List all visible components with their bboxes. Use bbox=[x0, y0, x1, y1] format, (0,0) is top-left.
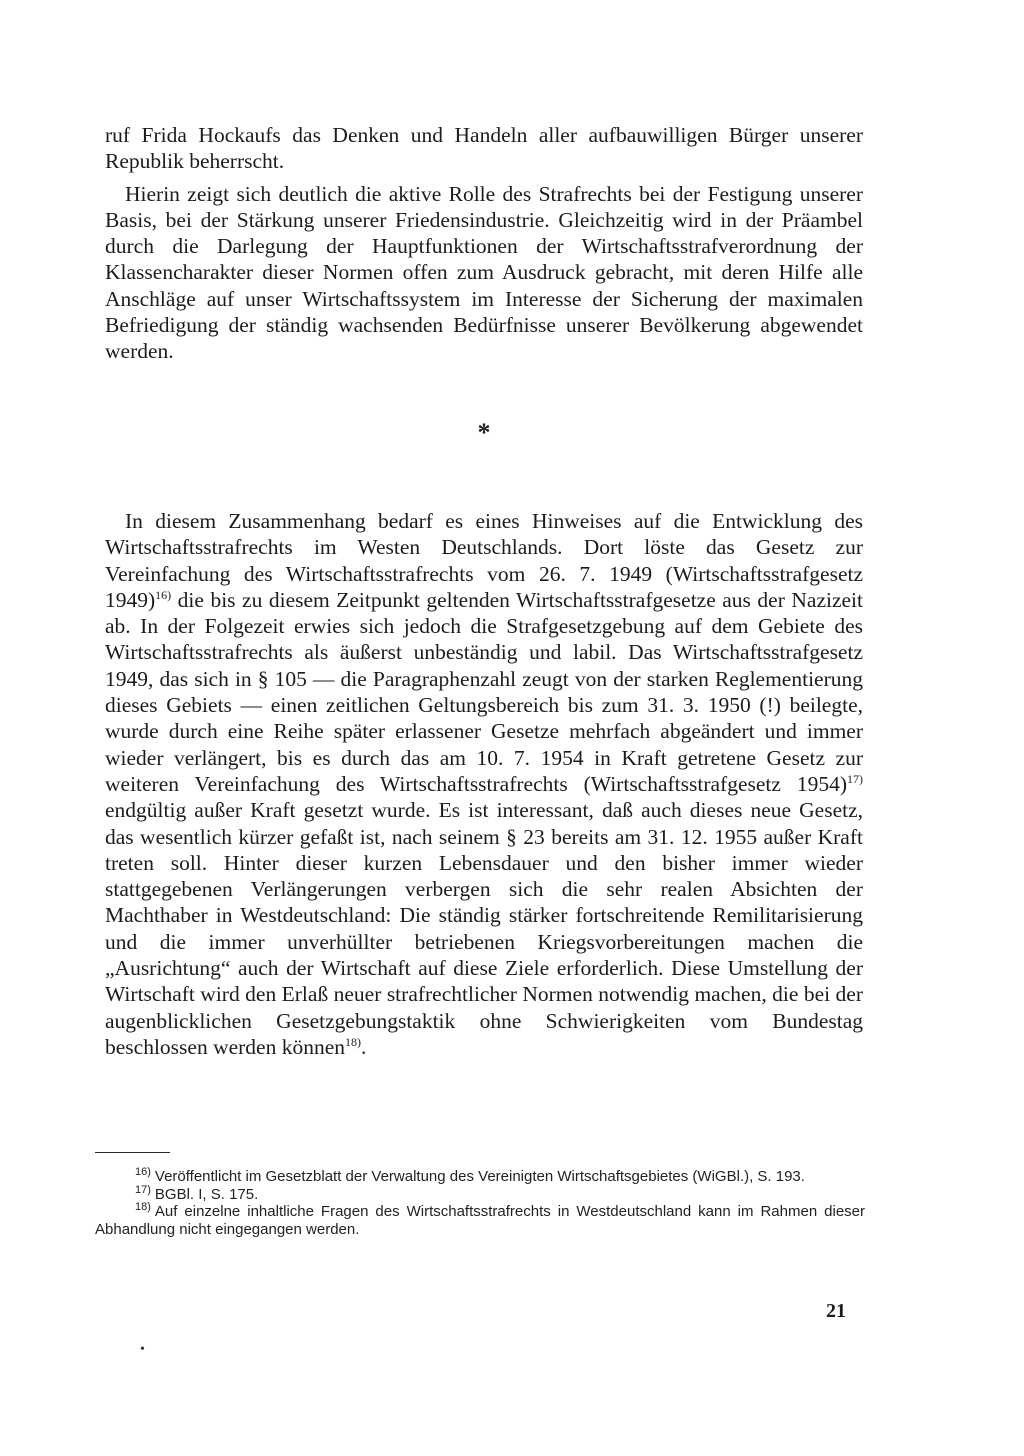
footnote-16-text: Veröffentlicht im Gesetzblatt der Verwaltung des Vereinigten Wirtschaftsgebietes (WiGBl.), S. 193. bbox=[154, 1168, 805, 1185]
footnote-ref-16: 16) bbox=[155, 587, 172, 602]
footnote-ref-18: 18) bbox=[345, 1034, 362, 1049]
footnote-17: 17) BGBl. I, S. 175. bbox=[135, 1183, 259, 1203]
paragraph-2: Hierin zeigt sich deutlich die aktive Rolle des Strafrechts bei der Festigung unserer Basis, bei der Stärkung unserer Friedensindustrie. Gleichzeitig wird in der Präambel durch die Darlegung der Hauptfunktionen der Wirtschaftsstrafverordnung der Klassencharakter dieser Normen offen zum Ausdruck gebracht, mit deren Hilfe alle Anschläge auf unser Wirtschaftssystem im Interesse der Sicherung der maximalen Befriedigung der ständig wachsenden Bedürfnisse unserer Bevölkerung abgewendet werden. bbox=[105, 181, 863, 364]
footnote-18: 18) Auf einzelne inhaltliche Fragen des Wirtschaftsstrafrechts in Westdeutschland kann im Rahmen dieser Abhandlung nicht eingegangen werden. bbox=[95, 1201, 865, 1238]
paragraph-1: ruf Frida Hockaufs das Denken und Handeln aller aufbauwilligen Bürger unserer Republik beherrscht. bbox=[105, 123, 863, 174]
paragraph-3-part-4: . bbox=[361, 1034, 367, 1059]
page-number: 21 bbox=[826, 1300, 846, 1322]
footnote-16: 16) Veröffentlicht im Gesetzblatt der Verwaltung des Vereinigten Wirtschaftsgebietes (WiGBl.), S. 193. bbox=[135, 1166, 805, 1185]
paragraph-3-part-2: die bis zu diesem Zeitpunkt geltenden Wirtschaftsstrafgesetze aus der Nazizeit ab. In der Folgezeit erwies sich jedoch die Strafgesetzgebung auf dem Gebiete des Wirtschaftsstrafrechts als äußerst unbeständig und labil. Das Wirtschaftsstrafgesetz 1949, das sich in § 105 — die Paragraphenzahl zeugt von der starken Reglementierung dieses Gebiets — einen zeitlichen Geltungsbereich bis zum 31. 3. 1950 (!) beilegte, wurde durch eine Reihe später erlassener Gesetze mehrfach abgeändert und immer wieder verlängert, bis es durch das am 10. 7. 1954 in Kraft getretene Gesetz zur weiteren Vereinfachung des Wirtschaftsstrafrechts (Wirtschaftsstrafgesetz 1954) bbox=[105, 587, 863, 796]
page-body bbox=[105, 122, 863, 1059]
footnotes bbox=[95, 1168, 865, 1238]
stray-mark: • bbox=[140, 1342, 145, 1357]
footnote-18-text: Auf einzelne inhaltliche Fragen des Wirtschaftsstrafrechts in Westdeutschland kann im Rahmen dieser Abhandlung nicht eingegangen werden. bbox=[95, 1203, 865, 1238]
paragraph-3-part-1: In diesem Zusammenhang bedarf es eines Hinweises auf die Entwicklung des Wirtschaftsstrafrechts im Westen Deutschlands. Dort löste das Gesetz zur Vereinfachung des Wirtschaftsstrafrechts vom 26. 7. 1949 (Wirtschaftsstrafgesetz 1949) bbox=[105, 509, 863, 612]
footnote-17-text: BGBl. I, S. 175. bbox=[154, 1185, 259, 1203]
paragraph-3-part-3: endgültig außer Kraft gesetzt wurde. Es ist interessant, daß auch dieses neue Gesetz, das wesentlich kürzer gefaßt ist, nach seinem § 23 bereits am 31. 12. 1955 außer Kraft treten soll. Hinter dieser kurzen Lebensdauer und den bisher immer wieder stattgegebenen Verlängerungen verbergen sich die sehr realen Absichten der Machthaber in Westdeutschland: Die ständig stärker fortschreitende Remilitarisierung und die immer unverhüllter betriebenen Kriegsvorbereitungen machen die „Ausrichtung“ auch der Wirtschaft auf diese Ziele erforderlich. Diese Umstellung der Wirtschaft wird den Erlaß neuer strafrechtlicher Normen notwendig machen, die bei der augenblicklichen Gesetzgebungstaktik ohne Schwierigkeiten vom Bundestag beschlossen werden können bbox=[105, 798, 863, 1059]
footnote-divider bbox=[95, 1152, 170, 1153]
section-separator: * bbox=[477, 418, 491, 447]
footnote-ref-17: 17) bbox=[847, 771, 863, 786]
paragraph-3 bbox=[105, 508, 863, 1060]
